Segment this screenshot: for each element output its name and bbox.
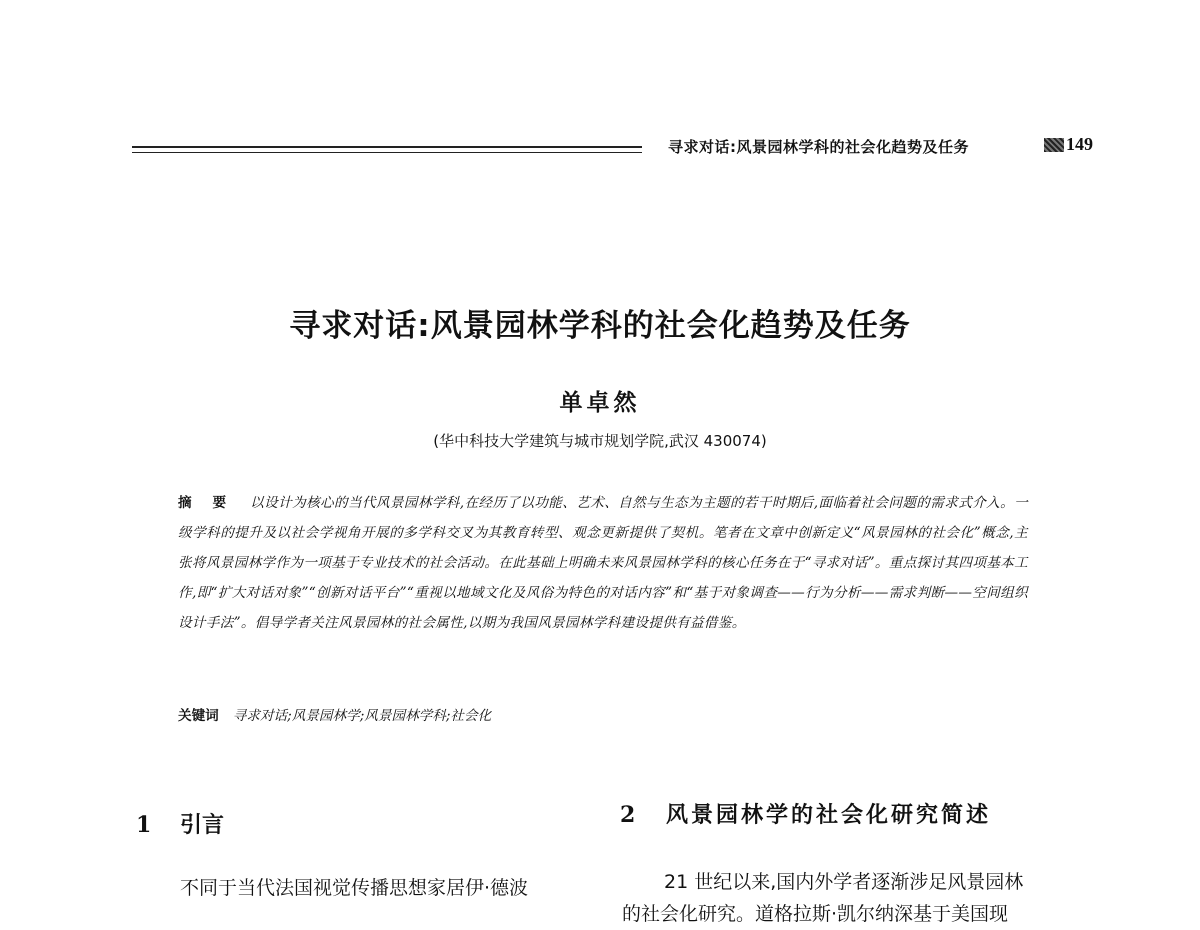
running-title: 寻求对话:风景园林学科的社会化趋势及任务: [668, 138, 970, 156]
body-paragraph-right: 21 世纪以来,国内外学者逐渐涉足风景园林: [664, 871, 1024, 893]
author-name: 单卓然: [559, 389, 641, 416]
header-rule-thin: [132, 152, 642, 153]
keywords: [178, 704, 1028, 724]
section-number: 2: [620, 802, 636, 828]
abstract-label: 摘 要: [178, 495, 235, 511]
running-header: [0, 130, 1200, 170]
author-affiliation: (华中科技大学建筑与城市规划学院,武汉 430074): [433, 432, 767, 450]
page-mark-icon: [1044, 138, 1064, 152]
keywords-text: 寻求对话;风景园林学;风景园林学科;社会化: [232, 708, 492, 724]
section-title: 引言: [180, 812, 225, 838]
body-paragraph-right-continued: 的社会化研究。道格拉斯·凯尔纳深基于美国现: [622, 903, 1009, 925]
abstract-text: 以设计为核心的当代风景园林学科,在经历了以功能、艺术、自然与生态为主题的若干时期后,面临着社会问题的需求式介入。一级学科的提升及以社会学视角开展的多学科交叉为其教育转型、观念更新提供了契机。笔者在文章中创新定义“风景园林的社会化”概念,主张将风景园林学作为一项基于专业技术的社会活动。在此基础上明确未来风景园林学科的核心任务在于“寻求对话”。重点探讨其四项基本工作,即“扩大对话对象”“创新对话平台”“重视以地域文化及风俗为特色的对话内容”和“基于对象调查——行为分析——需求判断——空间组织设计手法”。倡导学者关注风景园林的社会属性,以期为我国风景园林学科建设提供有益借鉴。: [178, 495, 1028, 631]
abstract: [178, 488, 1028, 638]
article-title: 寻求对话:风景园林学科的社会化趋势及任务: [289, 308, 911, 344]
section-heading-research-review: [620, 798, 991, 829]
page-number: 149: [1066, 134, 1093, 154]
section-number: 1: [136, 812, 152, 838]
section-heading-introduction: [136, 808, 224, 839]
section-title: 风景园林学的社会化研究简述: [666, 802, 992, 828]
keywords-label: 关键词: [178, 708, 219, 724]
body-paragraph-left: 不同于当代法国视觉传播思想家居伊·德波: [180, 877, 529, 899]
header-rule: [132, 146, 642, 148]
